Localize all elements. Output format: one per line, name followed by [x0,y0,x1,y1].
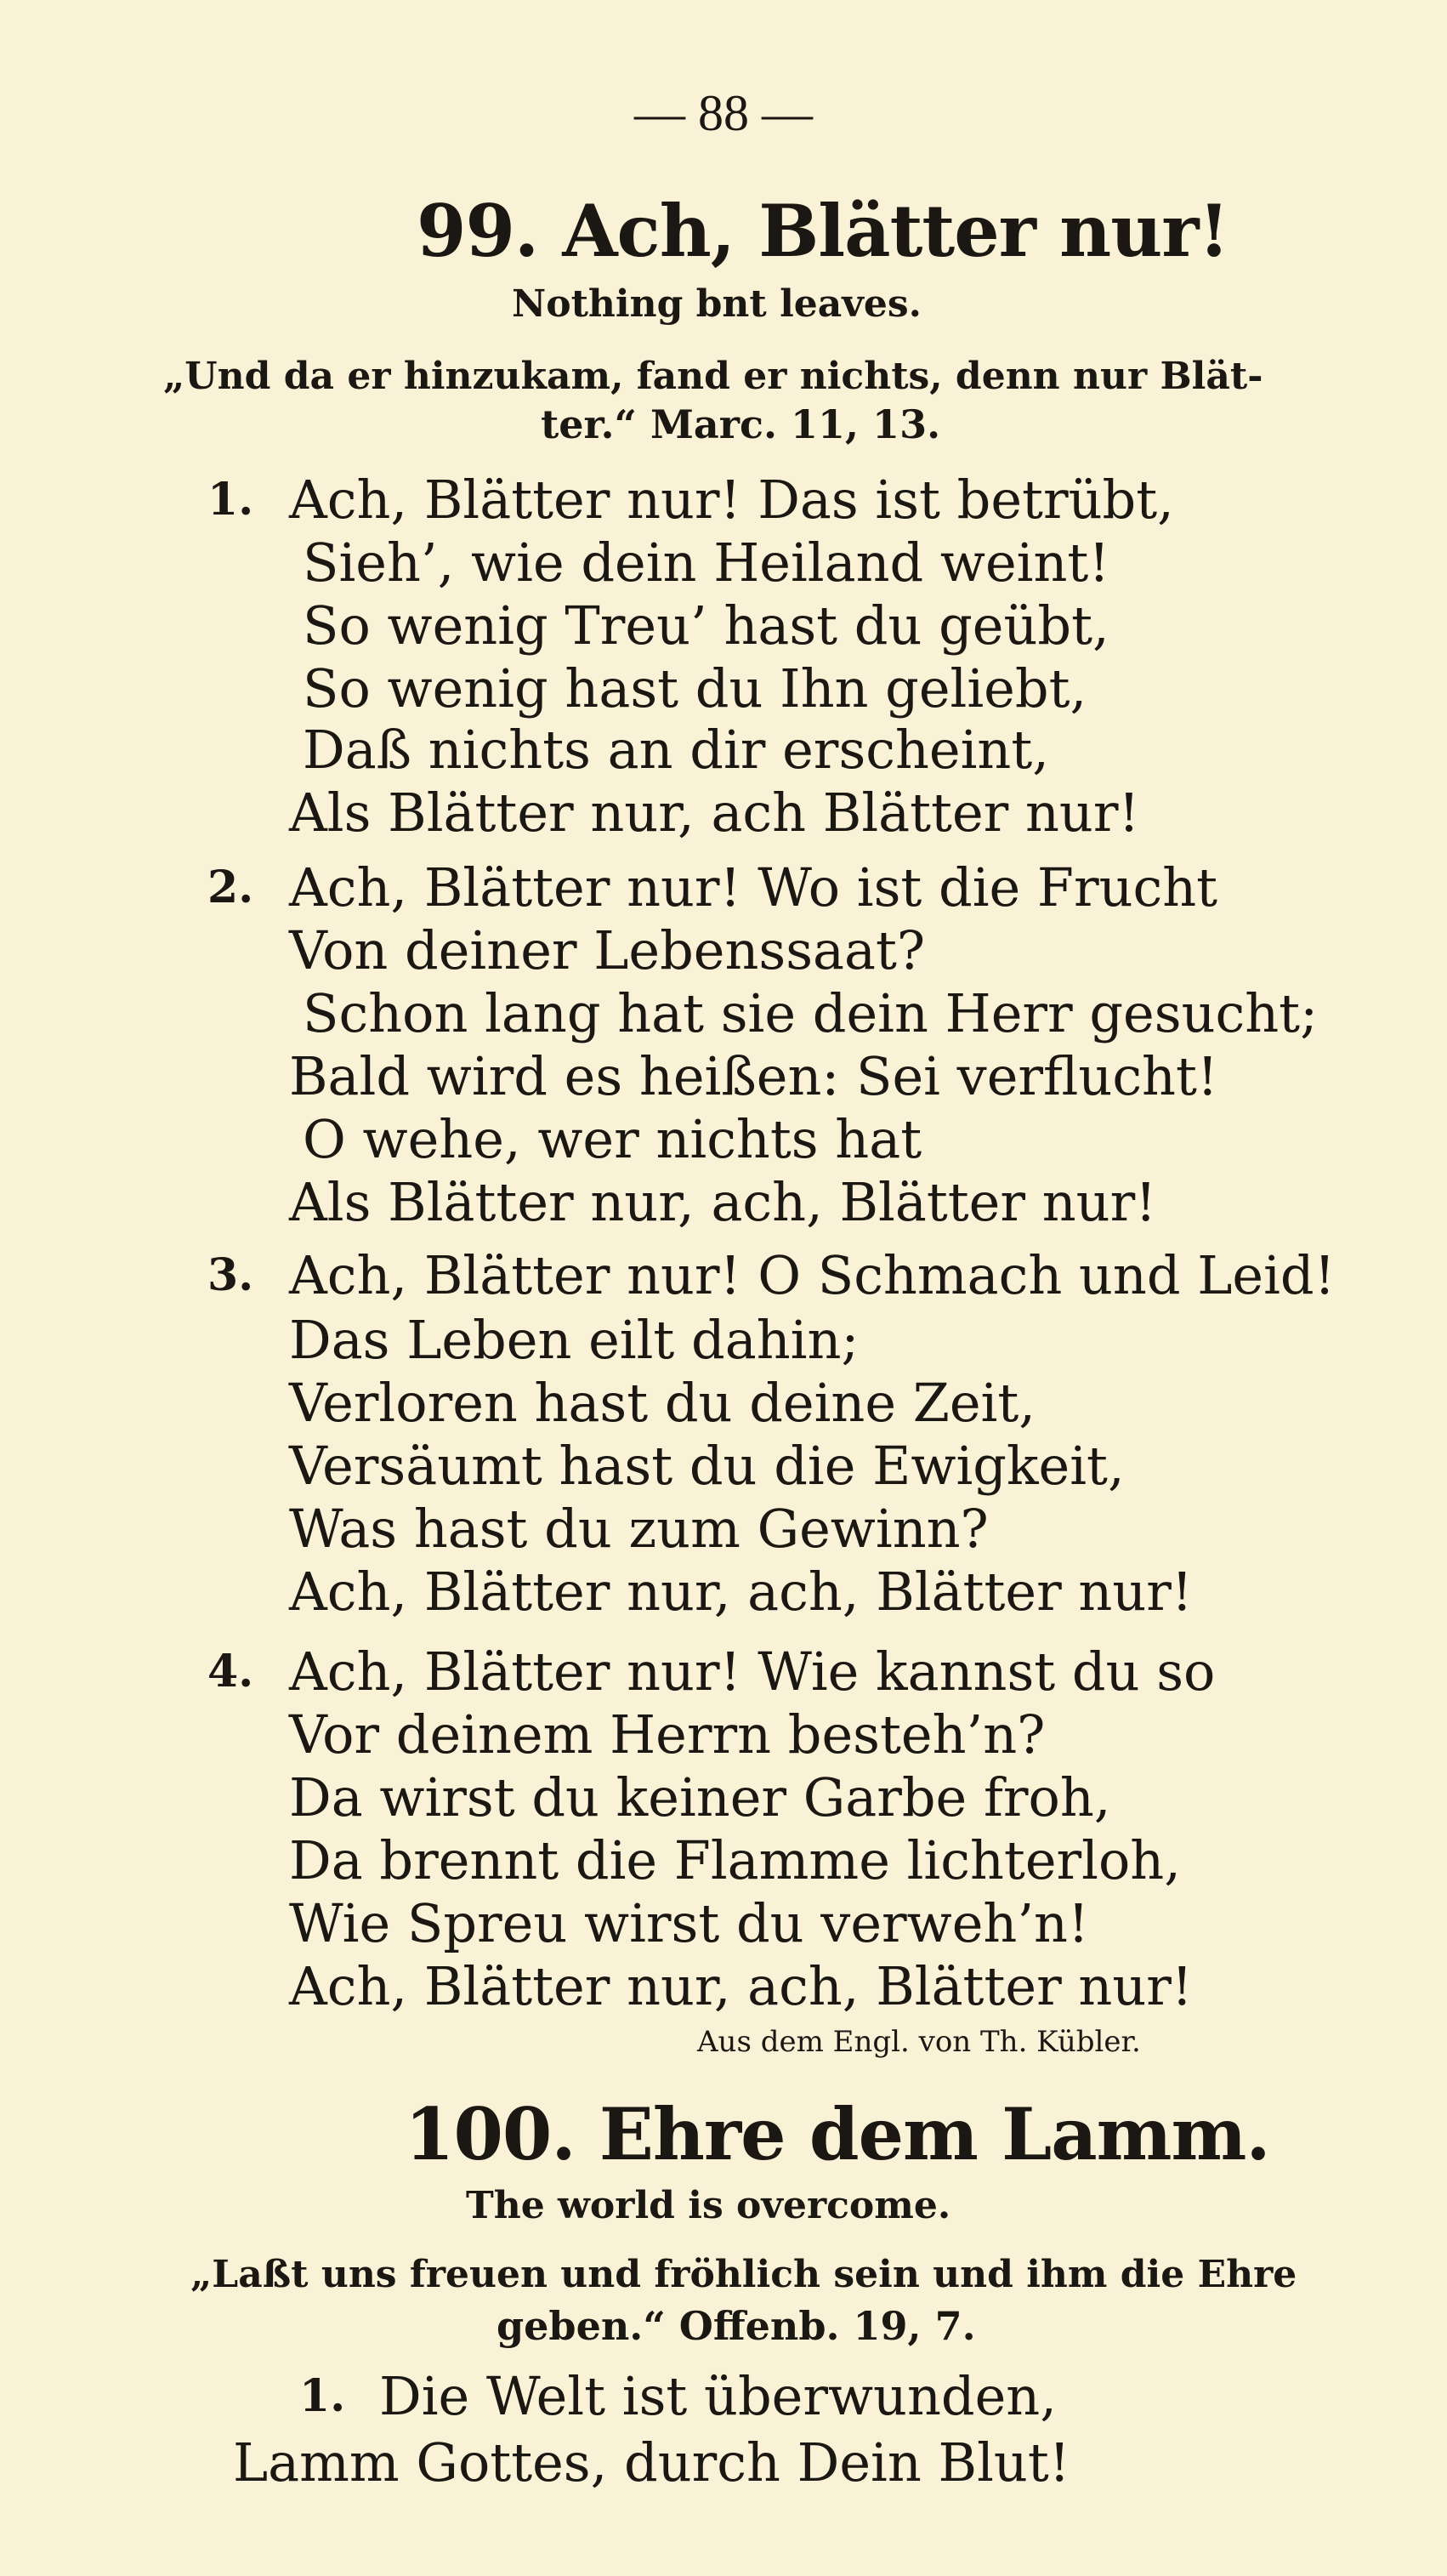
hymn-99-verse-2-line-1: Ach, Blätter nur! Wo ist die Frucht [289,856,1218,918]
hymn-99-title: 99. Ach, Blätter nur! [417,189,1229,273]
hymn-99-verse-1-line-5: Daß nichts an dir erscheint, [303,719,1049,781]
hymn-99-verse-4-line-3: Da wirst du keiner Garbe froh, [289,1766,1111,1828]
hymn-99-verse-2-line-4: Bald wird es heißen: Sei verflucht! [289,1045,1218,1107]
hymn-99-verse-3-line-1: Ach, Blätter nur! O Schmach und Leid! [289,1244,1336,1306]
hymn-100-verse-1-number: 1. [299,2370,346,2422]
hymn-100-verse-1-line-1: Die Welt ist überwunden, [379,2365,1057,2427]
hymn-99-verse-1-line-3: So wenig Treu’ hast du geübt, [303,594,1109,657]
hymn-100-english-title: The world is overcome. [466,2184,951,2227]
hymn-99-verse-1-line-4: So wenig hast du Ihn geliebt, [303,657,1087,719]
hymn-99-english-title: Nothing bnt leaves. [512,282,922,326]
hymn-99-verse-3-line-2: Das Leben eilt dahin; [289,1309,860,1371]
hymn-99-epigraph-line-2: ter.“ Marc. 11, 13. [541,401,941,447]
hymn-100-verse-1-line-2: Lamm Gottes, durch Dein Blut! [233,2431,1070,2494]
hymn-99-epigraph-line-1: „Und da er hinzukam, fand er nichts, denn nur Blät- [163,355,1263,398]
hymn-99-verse-2-line-5: O wehe, wer nichts hat [303,1108,922,1170]
hymn-99-verse-3-line-3: Verloren hast du deine Zeit, [289,1372,1036,1434]
hymn-100-epigraph-line-1: „Laßt uns freuen und fröhlich sein und ihm die Ehre [190,2253,1297,2296]
hymn-99-verse-4-line-6: Ach, Blätter nur, ach, Blätter nur! [289,1955,1193,2017]
hymn-100-epigraph-line-2: geben.“ Offenb. 19, 7. [497,2303,976,2349]
page-number: — 88 — [634,85,813,141]
hymn-99-verse-1-line-2: Sieh’, wie dein Heiland weint! [303,532,1110,594]
hymn-99-verse-2-number: 2. [207,862,254,913]
hymn-99-verse-2-line-3: Schon lang hat sie dein Herr gesucht; [303,982,1318,1044]
hymn-99-verse-1-number: 1. [207,474,254,526]
hymn-99-verse-3-line-4: Versäumt hast du die Ewigkeit, [289,1435,1125,1497]
hymn-99-verse-3-line-5: Was hast du zum Gewinn? [289,1498,989,1560]
hymn-99-verse-2-line-6: Als Blätter nur, ach, Blätter nur! [289,1171,1157,1233]
hymn-99-attribution: Aus dem Engl. von Th. Kübler. [697,2025,1141,2059]
hymn-99-verse-4-number: 4. [207,1646,254,1697]
hymn-99-verse-3-number: 3. [207,1249,254,1301]
hymn-100-title: 100. Ehre dem Lamm. [405,2092,1270,2176]
hymn-99-verse-1-line-1: Ach, Blätter nur! Das ist betrübt, [289,469,1174,531]
hymn-99-verse-2-line-2: Von deiner Lebenssaat? [289,919,926,981]
hymn-99-verse-4-line-5: Wie Spreu wirst du verweh’n! [289,1892,1089,1954]
hymn-99-verse-4-line-2: Vor deinem Herrn besteh’n? [289,1703,1046,1766]
hymn-99-verse-4-line-1: Ach, Blätter nur! Wie kannst du so [289,1641,1216,1703]
hymn-99-verse-1-line-6: Als Blätter nur, ach Blätter nur! [289,782,1140,844]
hymn-99-verse-3-line-6: Ach, Blätter nur, ach, Blätter nur! [289,1561,1193,1623]
hymn-99-verse-4-line-4: Da brennt die Flamme lichterloh, [289,1829,1181,1891]
